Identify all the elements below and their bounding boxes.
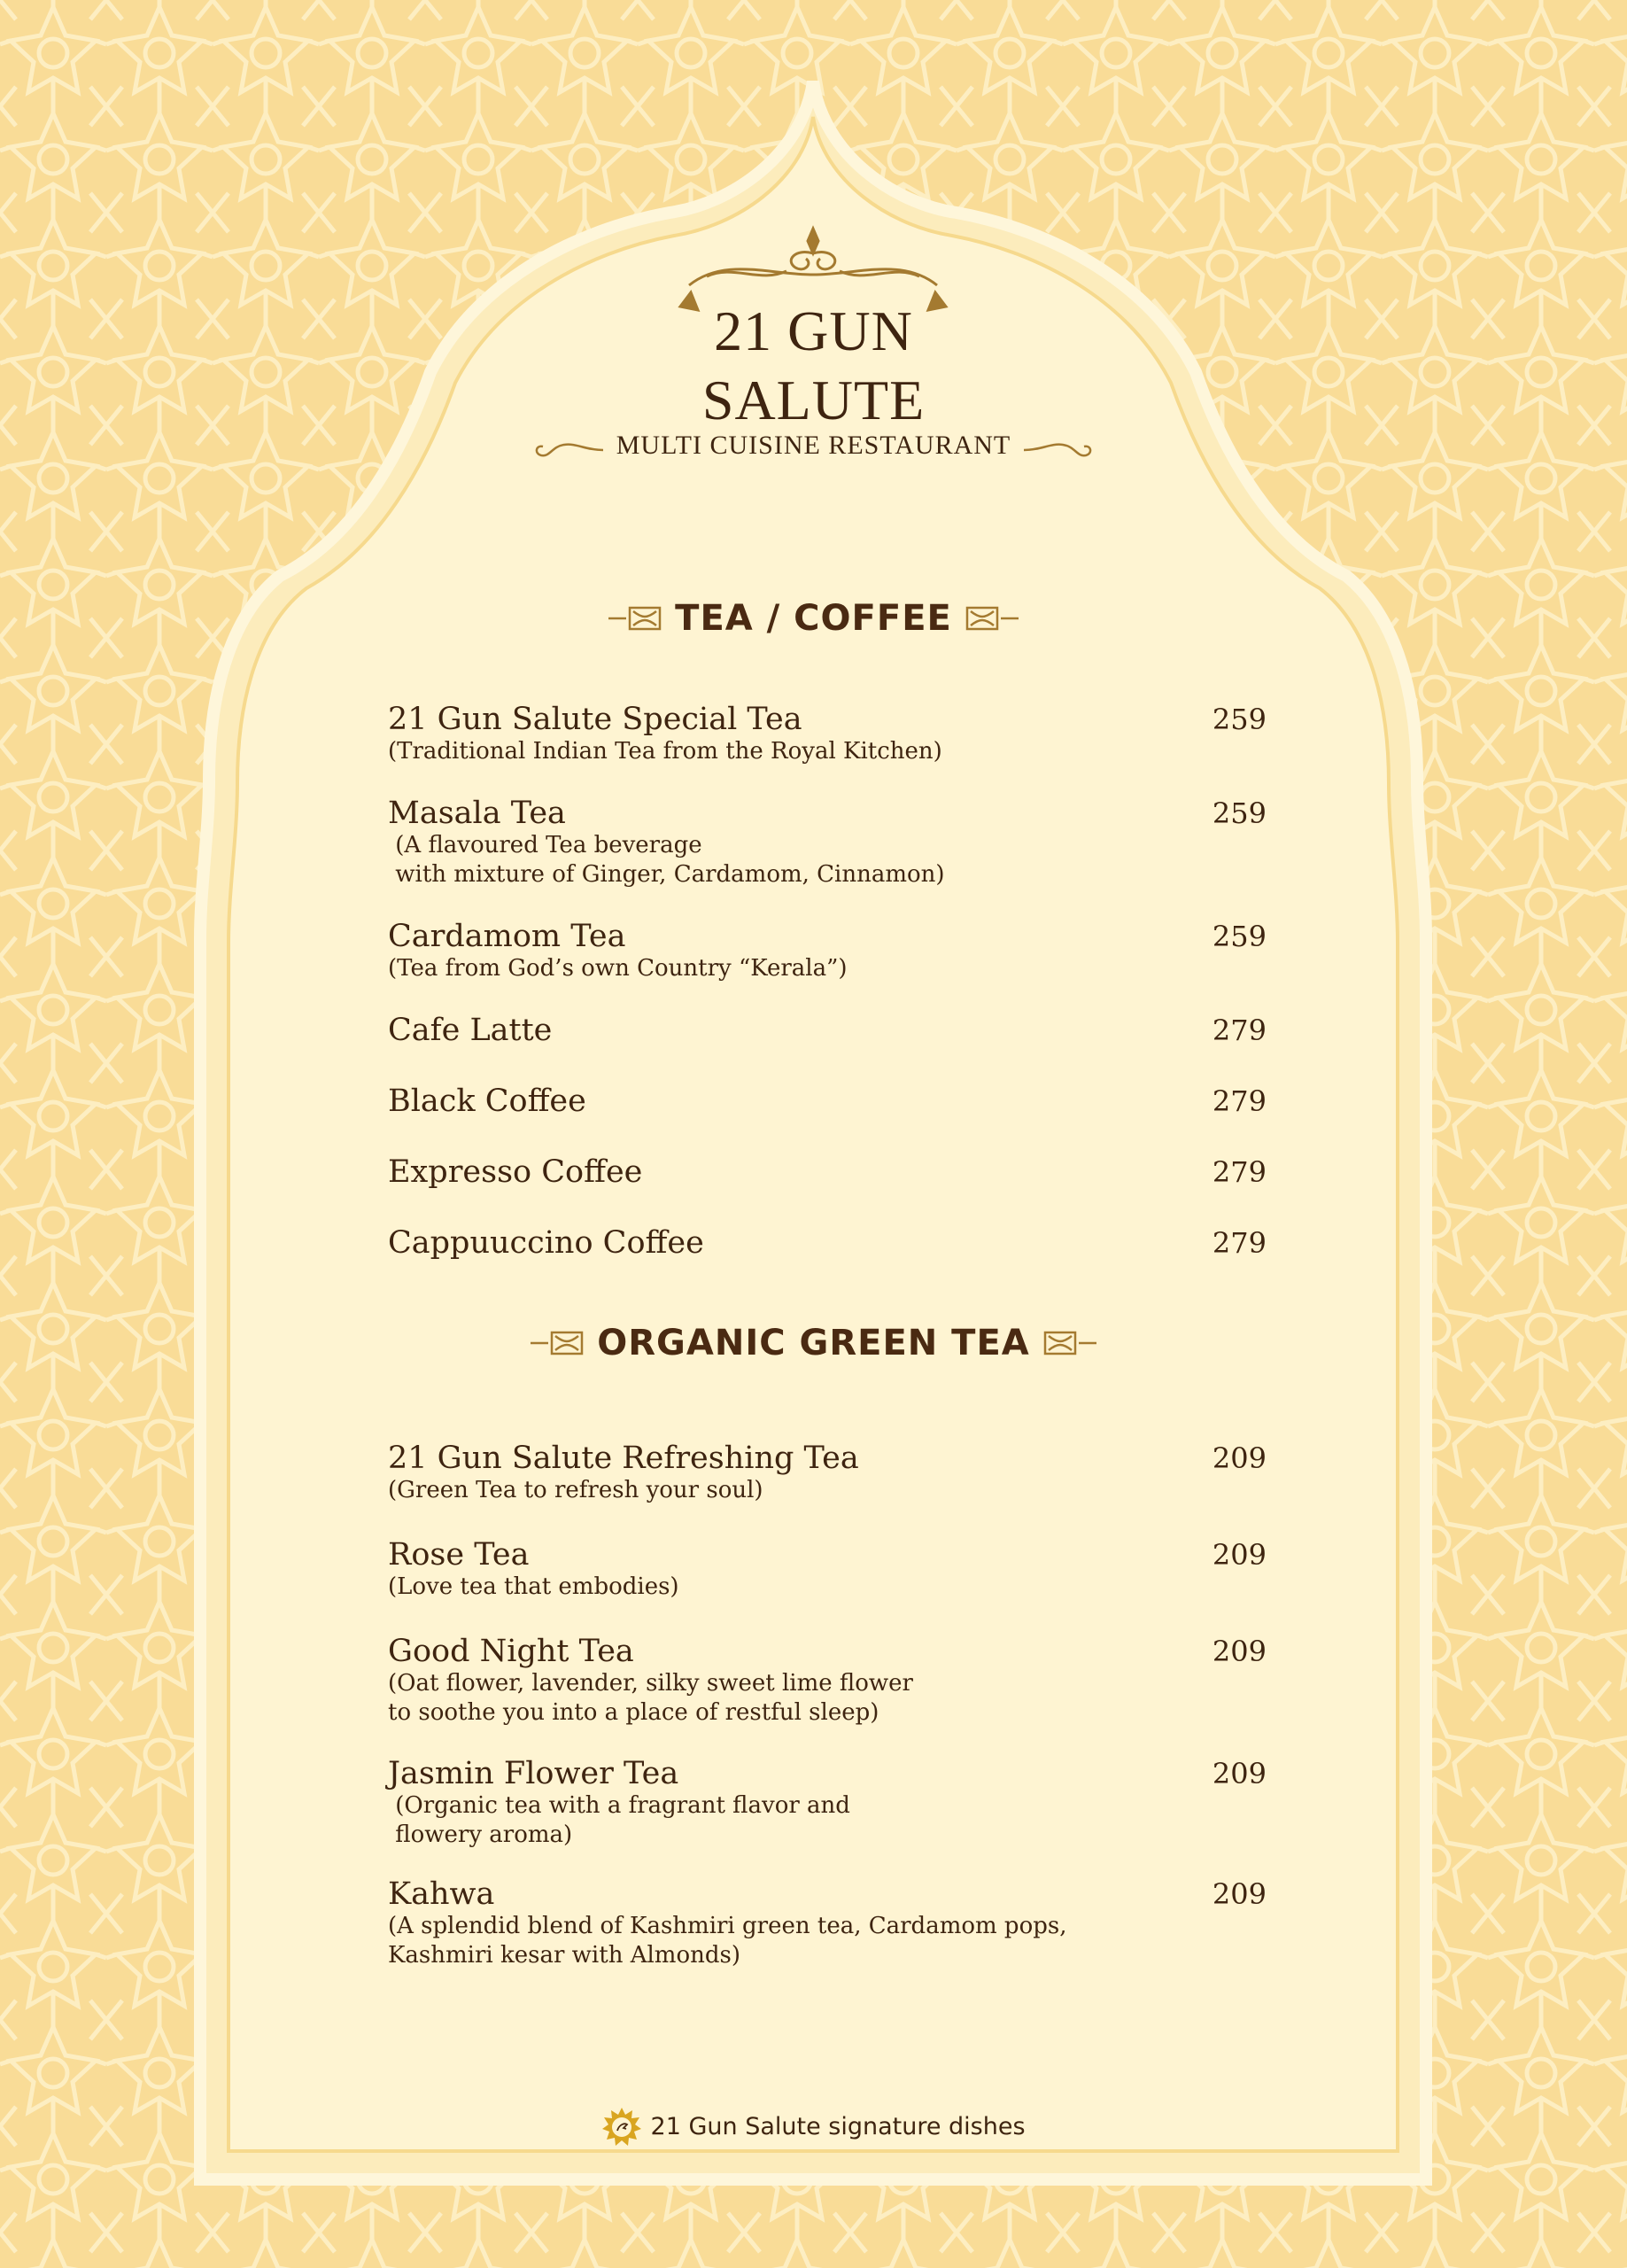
footer-legend bbox=[0, 2107, 1627, 2148]
menu-item bbox=[388, 1011, 1267, 1050]
item-price: 209 bbox=[1212, 1877, 1267, 1911]
menu-item bbox=[388, 917, 1267, 983]
sun-emblem-icon bbox=[601, 2107, 642, 2148]
item-description: (A flavoured Tea beverage with mixture of Ginger, Cardamom, Cinnamon) bbox=[388, 832, 945, 888]
item-description: (Traditional Indian Tea from the Royal Kitchen) bbox=[388, 738, 942, 765]
restaurant-name-line2: SALUTE bbox=[701, 369, 926, 431]
item-name: Rose Tea bbox=[388, 1537, 530, 1573]
restaurant-subtitle-row bbox=[0, 427, 1627, 464]
item-price: 279 bbox=[1212, 1084, 1267, 1118]
item-price: 279 bbox=[1212, 1226, 1267, 1260]
item-price: 209 bbox=[1212, 1538, 1267, 1572]
item-name: Cappuuccino Coffee bbox=[388, 1225, 704, 1261]
section-header-tea-coffee bbox=[0, 592, 1627, 645]
scroll-ornament-icon bbox=[1042, 1328, 1098, 1358]
item-name: Kahwa bbox=[388, 1876, 495, 1912]
item-price: 209 bbox=[1212, 1757, 1267, 1790]
item-name: Masala Tea bbox=[388, 796, 566, 831]
item-price: 279 bbox=[1212, 1014, 1267, 1047]
menu-item bbox=[388, 1223, 1267, 1262]
menu-item bbox=[388, 1153, 1267, 1192]
menu-item bbox=[388, 1439, 1267, 1505]
menu-item bbox=[388, 1632, 1267, 1728]
item-name: Expresso Coffee bbox=[388, 1154, 643, 1190]
item-description: (Organic tea with a fragrant flavor and flowery aroma) bbox=[388, 1792, 850, 1848]
item-name: Cafe Latte bbox=[388, 1013, 553, 1048]
restaurant-name-line1: 21 GUN bbox=[714, 299, 913, 362]
item-name: 21 Gun Salute Special Tea bbox=[388, 702, 802, 737]
item-price: 209 bbox=[1212, 1441, 1267, 1475]
item-name: 21 Gun Salute Refreshing Tea bbox=[388, 1441, 859, 1476]
item-description: (Tea from God’s own Country “Kerala”) bbox=[388, 955, 848, 982]
item-price: 209 bbox=[1212, 1635, 1267, 1668]
item-description: (Love tea that embodies) bbox=[388, 1573, 679, 1600]
menu-item bbox=[388, 1082, 1267, 1121]
menu-item bbox=[388, 1754, 1267, 1850]
menu-item bbox=[388, 1535, 1267, 1602]
item-description: (Green Tea to refresh your soul) bbox=[388, 1477, 763, 1503]
section-title: ORGANIC GREEN TEA bbox=[597, 1323, 1030, 1363]
footer-text: 21 Gun Salute signature dishes bbox=[650, 2113, 1026, 2140]
scroll-ornament-icon bbox=[964, 603, 1020, 633]
item-price: 259 bbox=[1212, 920, 1267, 953]
menu-item bbox=[388, 794, 1267, 889]
right-flourish-icon bbox=[1022, 439, 1095, 461]
item-price: 279 bbox=[1212, 1155, 1267, 1189]
menu-item bbox=[388, 1875, 1267, 1970]
item-price: 259 bbox=[1212, 703, 1267, 736]
item-name: Black Coffee bbox=[388, 1084, 586, 1119]
section-header-organic-green-tea bbox=[0, 1317, 1627, 1370]
section-title: TEA / COFFEE bbox=[675, 598, 952, 639]
restaurant-subtitle: MULTI CUISINE RESTAURANT bbox=[616, 431, 1011, 460]
item-name: Cardamom Tea bbox=[388, 919, 626, 954]
scroll-ornament-icon bbox=[529, 1328, 585, 1358]
item-description: (Oat flower, lavender, silky sweet lime flower to soothe you into a place of restful sleep) bbox=[388, 1670, 913, 1726]
scroll-ornament-icon bbox=[607, 603, 663, 633]
item-description: (A splendid blend of Kashmiri green tea, Cardamom pops, Kashmiri kesar with Almonds) bbox=[388, 1913, 1067, 1969]
item-name: Good Night Tea bbox=[388, 1634, 634, 1669]
menu-item bbox=[388, 700, 1267, 766]
left-flourish-icon bbox=[532, 439, 605, 461]
item-price: 259 bbox=[1212, 796, 1267, 830]
item-name: Jasmin Flower Tea bbox=[388, 1756, 679, 1791]
